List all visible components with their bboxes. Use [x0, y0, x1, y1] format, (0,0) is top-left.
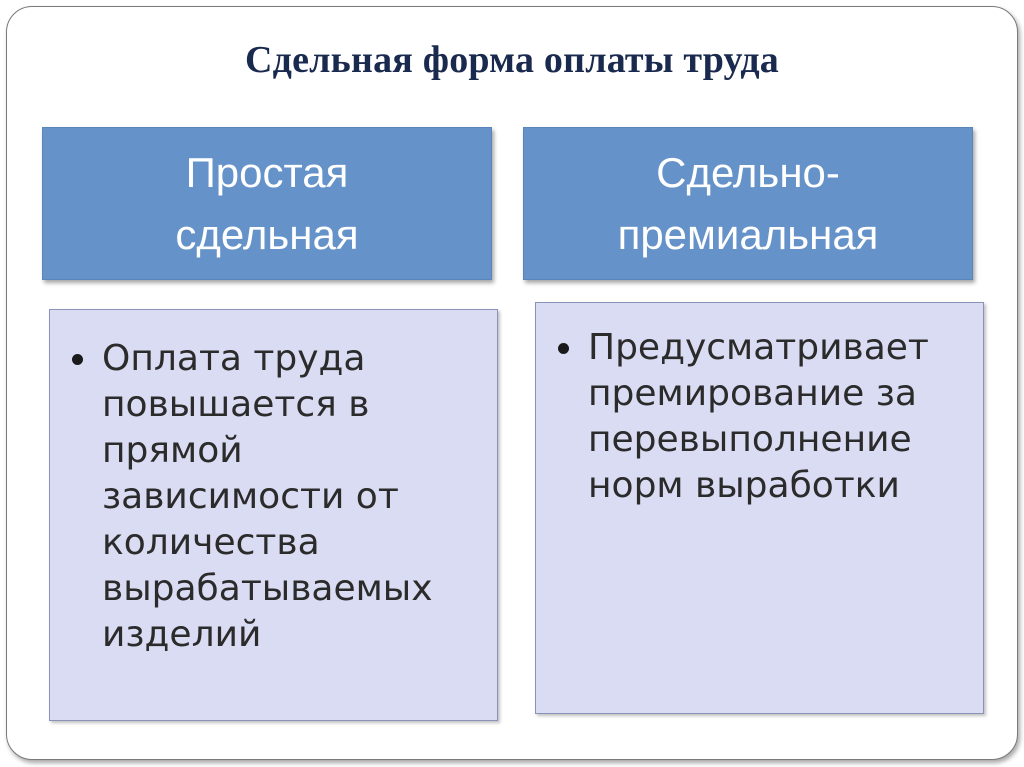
- column-header-line: Сдельно-: [656, 148, 840, 196]
- bullet-item: [588, 325, 973, 509]
- bullet-text: Предусматривает премирование за перевыполнение норм выработки: [588, 327, 929, 506]
- column-body-piece-bonus: [535, 302, 984, 714]
- bullet-text: Оплата труда повышается в прямой зависимости от количества вырабатываемых изделий: [102, 338, 433, 655]
- column-header-line: сдельная: [175, 210, 359, 258]
- column-header-simple-piecework: [42, 127, 492, 280]
- slide-title: Сдельная форма оплаты труда: [245, 39, 779, 81]
- column-header-piece-bonus: [523, 127, 973, 280]
- bullet-dot-icon: [72, 354, 83, 365]
- column-header-line: Простая: [185, 148, 349, 196]
- bullet-item: [102, 336, 483, 658]
- bullet-dot-icon: [558, 343, 569, 354]
- column-body-simple-piecework: [49, 309, 498, 721]
- column-header-line: премиальная: [617, 210, 879, 258]
